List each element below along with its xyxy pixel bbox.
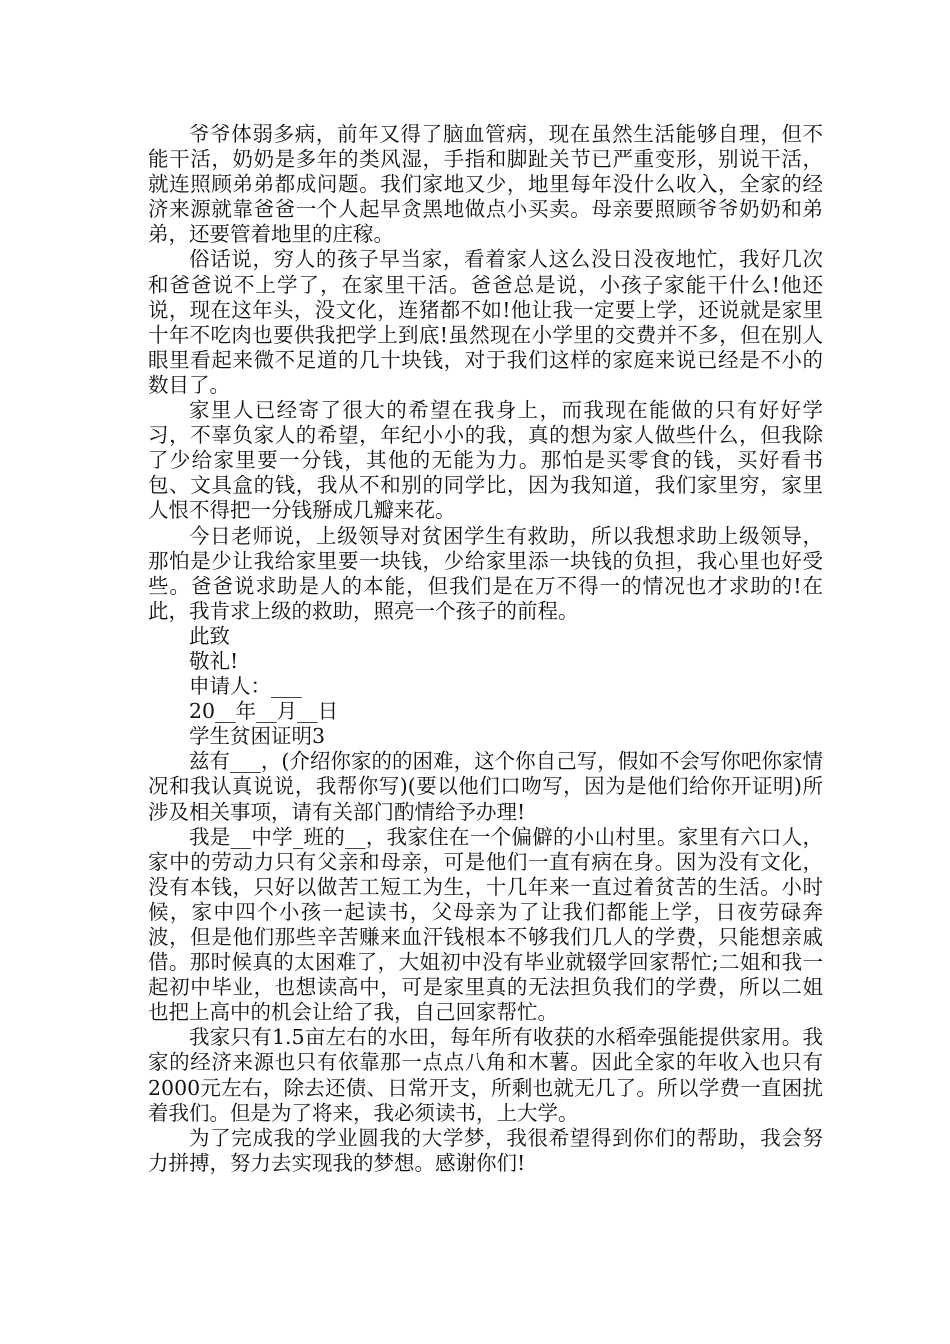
applicant-signature: 申请人：___ <box>189 674 302 699</box>
date-line: 20__年__月__日 <box>189 699 339 724</box>
paragraph-thanks: 为了完成我的学业圆我的大学梦，我很希望得到你们的帮助，我会努力拼搏，努力去实现我的梦想。感谢你们! <box>148 1125 823 1175</box>
paragraph-family-hopes: 家里人已经寄了很大的希望在我身上，而我现在能做的只有好好学习，不辜负家人的希望，年纪小小的我，真的想为家人做些什么，但我除了少给家里要一分钱，其他的无能为力。那怕是买零食的钱，买好看书包、文具盒的钱，我从不和别的同学比，因为我知道，我们家里穷，家里人恨不得把一分钱掰成几瓣来花。 <box>148 398 823 523</box>
section-title: 学生贫困证明3 <box>189 724 326 749</box>
document-page <box>148 122 823 1176</box>
paragraph-family-situation: 我是__中学_班的__，我家住在一个偏僻的小山村里。家里有六口人，家中的劳动力只有父亲和母亲，可是他们一直有病在身。因为没有文化，没有本钱，只好以做苦工短工为生，十几年来一直过着贫苦的生活。小时候，家中四个小孩一起读书，父母亲为了让我们都能上学，日夜劳碌奔波，但是他们那些辛苦赚来血汗钱根本不够我们几人的学费，只能想亲戚借。那时候真的太困难了，大姐初中没有毕业就辍学回家帮忙;二姐和我一起初中毕业，也想读高中，可是家里真的无法担负我们的学费，所以二姐也把上高中的机会让给了我，自己回家帮忙。 <box>148 824 823 1025</box>
paragraph-certificate-intro: 兹有___，(介绍你家的的困难，这个你自己写，假如不会写你吧你家情况和我认真说说，我帮你写)(要以他们口吻写，因为是他们给你开证明)所涉及相关事项，请有关部门酌情给予办理! <box>148 749 823 824</box>
closing-regards: 敬礼! <box>189 648 239 673</box>
paragraph-request-aid: 今日老师说，上级领导对贫困学生有救助，所以我想求助上级领导，那怕是少让我给家里要一块钱，少给家里添一块钱的负担，我心里也好受些。爸爸说求助是人的本能，但我们是在万不得一的情况也才求助的!在此，我肯求上级的救助，照亮一个孩子的前程。 <box>148 523 823 623</box>
paragraph-grandparents-illness: 爷爷体弱多病，前年又得了脑血管病，现在虽然生活能够自理，但不能干活，奶奶是多年的类风湿，手指和脚趾关节已严重变形，别说干活，就连照顾弟弟都成问题。我们家地又少，地里每年没什么收入，全家的经济来源就靠爸爸一个人起早贪黑地做点小买卖。母亲要照顾爷爷奶奶和弟弟，还要管着地里的庄稼。 <box>148 122 823 247</box>
paragraph-father-insists-school: 俗话说，穷人的孩子早当家，看着家人这么没日没夜地忙，我好几次和爸爸说不上学了，在家里干活。爸爸总是说，小孩子家能干什么!他还说，现在这年头，没文化，连猪都不如!他让我一定要上学，还说就是家里十年不吃肉也要供我把学上到底!虽然现在小学里的交费并不多，但在别人眼里看起来微不足道的几十块钱，对于我们这样的家庭来说已经是不小的数目了。 <box>148 247 823 397</box>
paragraph-family-income: 我家只有1.5亩左右的水田，每年所有收获的水稻牵强能提供家用。我家的经济来源也只有依靠那一点点八角和木薯。因此全家的年收入也只有2000元左右，除去还债、日常开支，所剩也就无几了。所以学费一直困扰着我们。但是为了将来，我必须读书，上大学。 <box>148 1025 823 1125</box>
closing-salutation: 此致 <box>189 623 230 648</box>
